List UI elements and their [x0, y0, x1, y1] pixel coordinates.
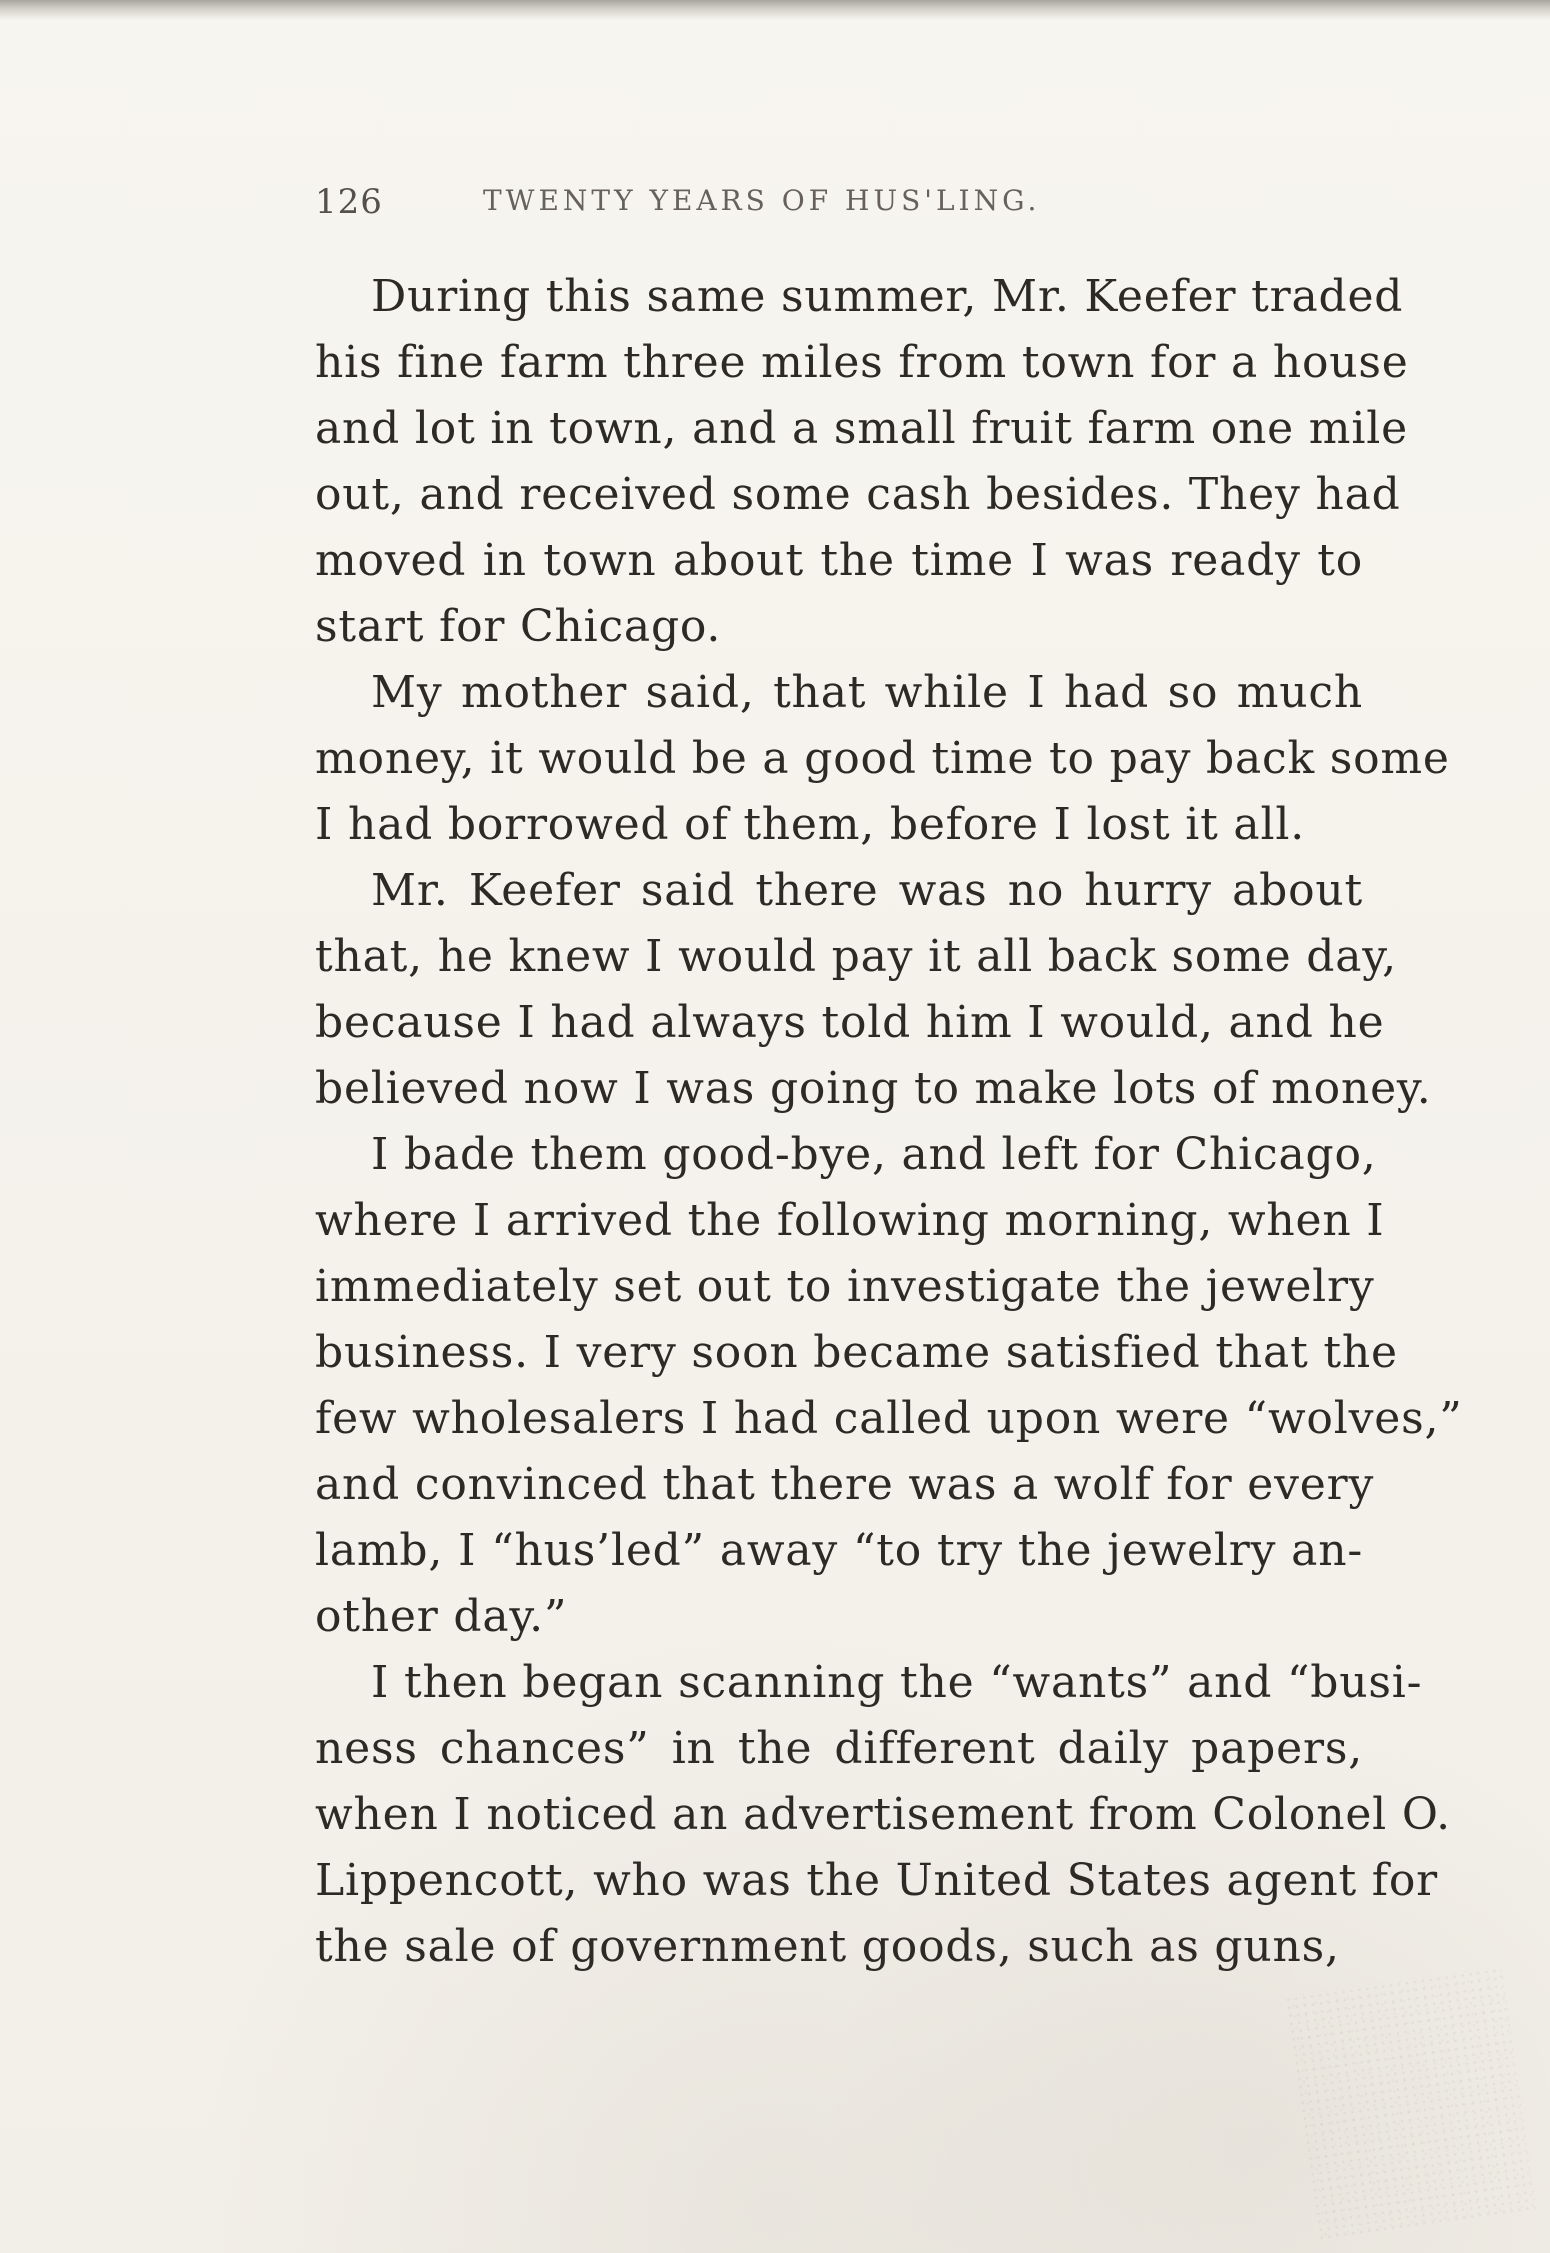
text-line: money, it would be a good time to pay back some [315, 733, 1450, 784]
text-line: Mr. Keefer said there was no hurry about [371, 865, 1363, 916]
text-line: I had borrowed of them, before I lost it all. [315, 799, 1305, 850]
text-line: lamb, I “hus’led” away “to try the jewelry an- [315, 1525, 1363, 1576]
page-number: 126 [315, 182, 383, 222]
scan-top-edge [0, 0, 1550, 20]
page-header [315, 182, 1235, 232]
text-line: and convinced that there was a wolf for every [315, 1459, 1375, 1510]
text-line: and lot in town, and a small fruit farm one mile [315, 403, 1408, 454]
text-line: believed now I was going to make lots of money. [315, 1063, 1432, 1114]
text-line: I bade them good-bye, and left for Chicago, [371, 1129, 1377, 1180]
text-line: the sale of government goods, such as guns, [315, 1921, 1340, 1972]
text-line: other day.” [315, 1591, 568, 1642]
text-line: moved in town about the time I was ready to [315, 535, 1363, 586]
text-line: I then began scanning the “wants” and “busi- [371, 1657, 1423, 1708]
running-title: TWENTY YEARS OF HUS'LING. [483, 184, 1041, 217]
main-text [315, 264, 1463, 1980]
text-line: out, and received some cash besides. They had [315, 469, 1401, 520]
text-line: Lippencott, who was the United States agent for [315, 1855, 1439, 1906]
text-line: My mother said, that while I had so much [371, 667, 1363, 718]
paper-speckle-pattern [1284, 1966, 1537, 2244]
text-line: few wholesalers I had called upon were “wolves,” [315, 1393, 1463, 1444]
text-line: that, he knew I would pay it all back some day, [315, 931, 1397, 982]
text-line: start for Chicago. [315, 601, 722, 652]
text-line: his fine farm three miles from town for a house [315, 337, 1409, 388]
text-line: business. I very soon became satisfied that the [315, 1327, 1398, 1378]
text-line: During this same summer, Mr. Keefer traded [371, 271, 1404, 322]
text-line: immediately set out to investigate the jewelry [315, 1261, 1375, 1312]
text-line: ness chances” in the different daily papers, [315, 1723, 1363, 1774]
text-line: because I had always told him I would, and he [315, 997, 1385, 1048]
text-line: when I noticed an advertisement from Colonel O. [315, 1789, 1451, 1840]
text-line: where I arrived the following morning, when I [315, 1195, 1385, 1246]
